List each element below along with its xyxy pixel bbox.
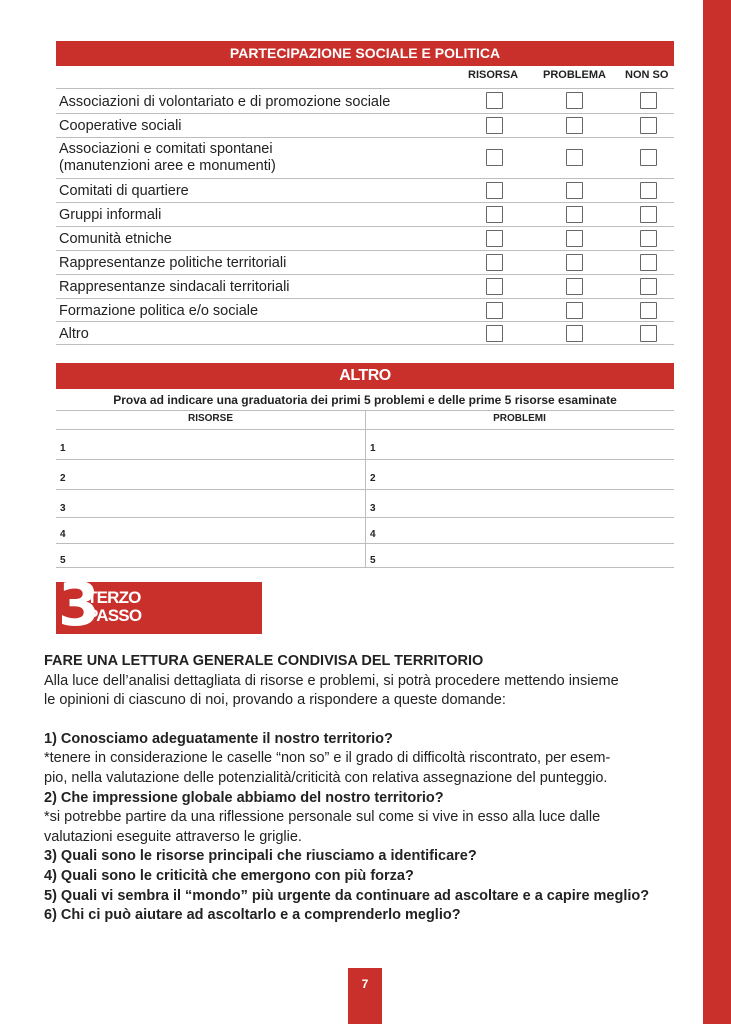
checkbox-problema[interactable] <box>566 325 583 342</box>
column-header-risorse: RISORSE <box>187 413 233 424</box>
table-row <box>56 298 674 321</box>
table-row <box>56 321 674 345</box>
answer-line[interactable] <box>56 459 674 460</box>
table-row <box>56 88 674 113</box>
question-2-note: *si potrebbe partire da una riflessione personale sul come si vive in esso alla luce dalle <box>44 809 601 826</box>
checkbox-risorsa[interactable] <box>486 206 503 223</box>
rank-number-problemi: 4 <box>370 529 376 540</box>
answer-line[interactable] <box>56 543 674 544</box>
ranking-instruction: Prova ad indicare una graduatoria dei primi 5 problemi e delle prime 5 risorse esaminate <box>113 393 617 407</box>
checkbox-problema[interactable] <box>566 254 583 271</box>
rank-number-risorse: 2 <box>60 473 66 484</box>
body-text <box>44 652 694 926</box>
row-label: Gruppi informali <box>59 207 162 223</box>
question-5: 5) Quali vi sembra il “mondo” più urgente da continuare ad ascoltare e a capire meglio? <box>44 887 650 904</box>
rank-number-risorse: 5 <box>60 555 66 566</box>
table-row <box>56 226 674 250</box>
row-label: Altro <box>59 326 89 342</box>
table-row <box>56 274 674 298</box>
checkbox-non-so[interactable] <box>640 230 657 247</box>
column-header-non-so: NON SO <box>625 69 669 81</box>
question-6: 6) Chi ci può aiutare ad ascoltarlo e a comprenderlo meglio? <box>44 907 461 924</box>
question-1: 1) Conosciamo adeguatamente il nostro territorio? <box>44 730 393 747</box>
question-4: 4) Quali sono le criticità che emergono con più forza? <box>44 867 414 884</box>
row-label: Cooperative sociali <box>59 118 182 134</box>
checkbox-problema[interactable] <box>566 92 583 109</box>
question-1-note: pio, nella valutazione delle potenzialità/criticità con relativa assegnazione del punteggio. <box>44 769 608 786</box>
checkbox-non-so[interactable] <box>640 206 657 223</box>
checkbox-problema[interactable] <box>566 206 583 223</box>
step-title <box>87 589 141 625</box>
checkbox-non-so[interactable] <box>640 325 657 342</box>
intro-line: Alla luce dell’analisi dettagliata di risorse e problemi, si potrà procedere mettendo insieme <box>44 672 619 689</box>
checkbox-non-so[interactable] <box>640 117 657 134</box>
question-2: 2) Che impressione globale abbiamo del nostro territorio? <box>44 789 444 806</box>
checkbox-risorsa[interactable] <box>486 149 503 166</box>
checkbox-risorsa[interactable] <box>486 117 503 134</box>
answer-line[interactable] <box>56 489 674 490</box>
checkbox-non-so[interactable] <box>640 278 657 295</box>
question-2-note: valutazioni eseguite attraverso le griglie. <box>44 828 302 845</box>
row-label-continued: (manutenzioni aree e monumenti) <box>59 158 276 174</box>
checkbox-risorsa[interactable] <box>486 92 503 109</box>
checkbox-non-so[interactable] <box>640 254 657 271</box>
checkbox-problema[interactable] <box>566 230 583 247</box>
row-label: Associazioni e comitati spontanei <box>59 141 273 157</box>
table-row <box>56 137 674 178</box>
column-header-risorsa: RISORSA <box>468 69 519 81</box>
checkbox-problema[interactable] <box>566 149 583 166</box>
question-1-note: *tenere in considerazione le caselle “non so” e il grado di difficoltà riscontrato, per esem- <box>44 750 611 767</box>
participation-table <box>56 88 674 345</box>
table-row <box>56 113 674 137</box>
answer-line[interactable] <box>56 567 674 568</box>
row-label: Rappresentanze sindacali territoriali <box>59 279 290 295</box>
page-number: 7 <box>348 968 382 1024</box>
rank-number-risorse: 4 <box>60 529 66 540</box>
answer-line[interactable] <box>56 517 674 518</box>
checkbox-risorsa[interactable] <box>486 302 503 319</box>
rank-number-problemi: 2 <box>370 473 376 484</box>
row-label: Comunità etniche <box>59 231 172 247</box>
table-row <box>56 202 674 226</box>
ranking-table <box>56 410 674 568</box>
row-label: Associazioni di volontariato e di promozione sociale <box>59 94 391 110</box>
checkbox-non-so[interactable] <box>640 182 657 199</box>
intro-line: le opinioni di ciascuno di noi, provando a rispondere a queste domande: <box>44 692 506 709</box>
divider <box>56 429 674 430</box>
table-row <box>56 178 674 202</box>
checkbox-risorsa[interactable] <box>486 182 503 199</box>
table-row <box>56 250 674 274</box>
checkbox-problema[interactable] <box>566 302 583 319</box>
checkbox-problema[interactable] <box>566 117 583 134</box>
step-title-line1: TERZO <box>87 588 141 607</box>
step-number: 3 <box>58 570 98 640</box>
checkbox-risorsa[interactable] <box>486 230 503 247</box>
step-banner <box>56 570 262 640</box>
rank-number-problemi: 3 <box>370 503 376 514</box>
column-header-problema: PROBLEMA <box>543 69 606 81</box>
checkbox-risorsa[interactable] <box>486 254 503 271</box>
section-title-altro: ALTRO <box>56 363 674 389</box>
body-heading: FARE UNA LETTURA GENERALE CONDIVISA DEL TERRITORIO <box>44 653 484 669</box>
checkbox-risorsa[interactable] <box>486 278 503 295</box>
column-header-problemi: PROBLEMI <box>493 413 546 424</box>
checkbox-problema[interactable] <box>566 278 583 295</box>
rank-number-risorse: 1 <box>60 443 66 454</box>
checkbox-non-so[interactable] <box>640 149 657 166</box>
checkbox-non-so[interactable] <box>640 302 657 319</box>
rank-number-risorse: 3 <box>60 503 66 514</box>
row-label: Comitati di quartiere <box>59 183 189 199</box>
row-label: Rappresentanze politiche territoriali <box>59 255 287 271</box>
checkbox-problema[interactable] <box>566 182 583 199</box>
checkbox-risorsa[interactable] <box>486 325 503 342</box>
section-title-partecipazione: PARTECIPAZIONE SOCIALE E POLITICA <box>56 41 674 66</box>
step-title-line2: PASSO <box>87 606 142 625</box>
right-edge-bar <box>703 0 731 1024</box>
row-label: Formazione politica e/o sociale <box>59 303 259 319</box>
checkbox-non-so[interactable] <box>640 92 657 109</box>
question-3: 3) Quali sono le risorse principali che riusciamo a identificare? <box>44 848 477 865</box>
rank-number-problemi: 1 <box>370 443 376 454</box>
rank-number-problemi: 5 <box>370 555 376 566</box>
